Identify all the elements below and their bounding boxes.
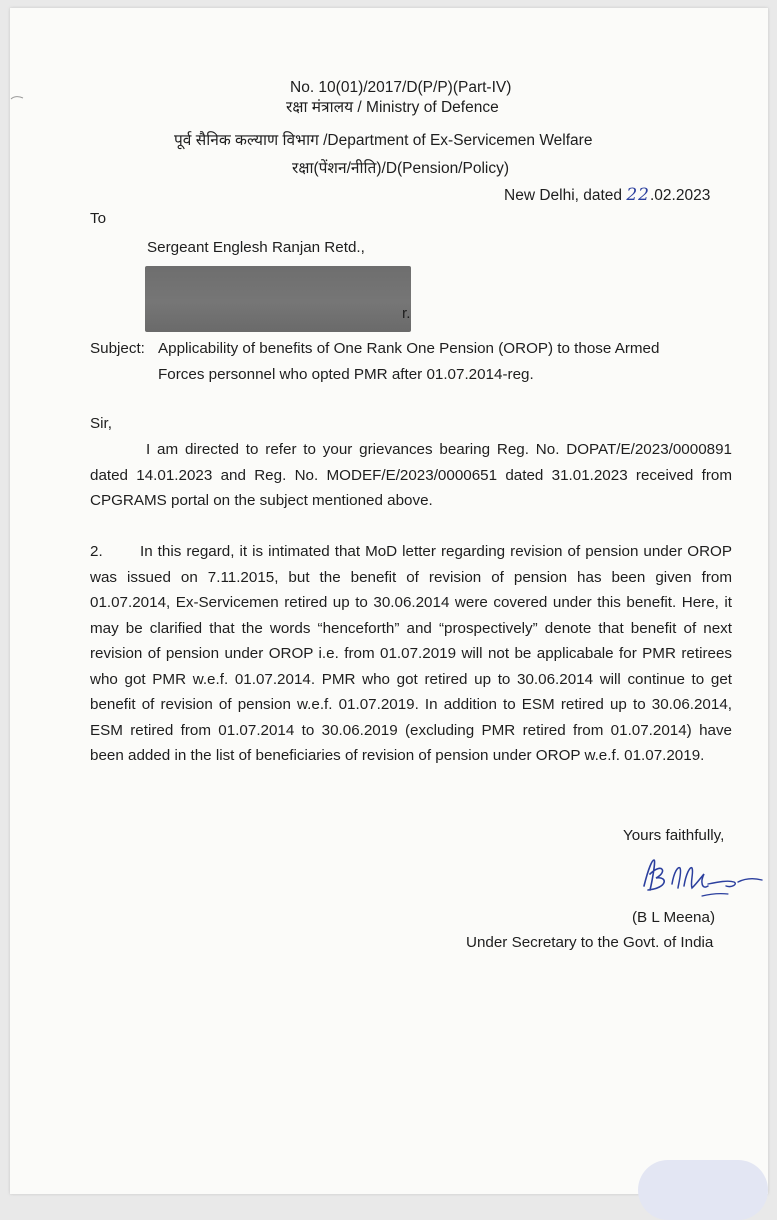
department-line: पूर्व सैनिक कल्याण विभाग /Department of Ex-Servicemen Welfare xyxy=(174,132,593,149)
paragraph-2-text: In this regard, it is intimated that MoD letter regarding revision of pension under OROP was issued on 7.11.2015, but the benefit of revision of pension has been given from 01.07.2014, Ex-Servicemen retired up to 30.06.2014 were covered under this benefit. Here, it may be clarified that the words “henceforth” and “prospectively” denote that benefit of next revision of pension under OROP i.e. from 01.07.2019 will not be applicabale for PMR retirees who got PMR w.e.f. 01.07.2014. PMR who got retired up to 30.06.2014 will continue to get benefit of revision of pension w.e.f. 01.07.2019. In addition to ESM retired up to 30.06.2014, ESM retired from 01.07.2014 to 30.06.2019 (excluding PMR retired from 01.07.2014) have been added in the list of beneficiaries of revision of pension under OROP w.e.f. 01.07.2019. xyxy=(90,543,732,764)
signatory-name: (B L Meena) xyxy=(632,909,716,926)
redaction-block xyxy=(145,266,411,332)
ministry-line: रक्षा मंत्रालय / Ministry of Defence xyxy=(286,99,499,116)
letter-page xyxy=(10,8,768,1194)
floating-action-button[interactable] xyxy=(638,1160,768,1220)
paragraph-2-number: 2. xyxy=(90,543,103,560)
signature xyxy=(638,852,768,904)
paragraph-1: I am directed to refer to your grievances bearing Reg. No. DOPAT/E/2023/0000891 dated 14.01.2023 and Reg. No. MODEF/E/2023/0000651 dated 31.01.2023 received from CPGRAMS portal on the subject mentioned above. xyxy=(90,441,732,509)
signatory-designation: Under Secretary to the Govt. of India xyxy=(466,934,714,951)
place-date xyxy=(504,185,710,206)
handwritten-day: 22 xyxy=(626,185,650,205)
subject-line-2: Forces personnel who opted PMR after 01.07.2014-reg. xyxy=(158,366,534,383)
subject-label: Subject: xyxy=(90,340,145,357)
reference-number: No. 10(01)/2017/D(P/P)(Part-IV) xyxy=(290,79,512,96)
addressee-name: Sergeant Englesh Ranjan Retd., xyxy=(147,239,365,256)
salutation: Sir, xyxy=(90,415,112,432)
scan-mark xyxy=(10,95,24,100)
subject-line-1: Applicability of benefits of One Rank One Pension (OROP) to those Armed xyxy=(158,340,660,357)
place-date-prefix: New Delhi, dated xyxy=(504,187,623,204)
date-rest: .02.2023 xyxy=(650,187,711,204)
address-fragment: r. xyxy=(402,305,411,322)
valediction: Yours faithfully, xyxy=(623,827,725,844)
to-label: To xyxy=(90,210,107,227)
paragraph-2 xyxy=(90,539,732,769)
section-line: रक्षा(पेंशन/नीति)/D(Pension/Policy) xyxy=(292,160,509,177)
